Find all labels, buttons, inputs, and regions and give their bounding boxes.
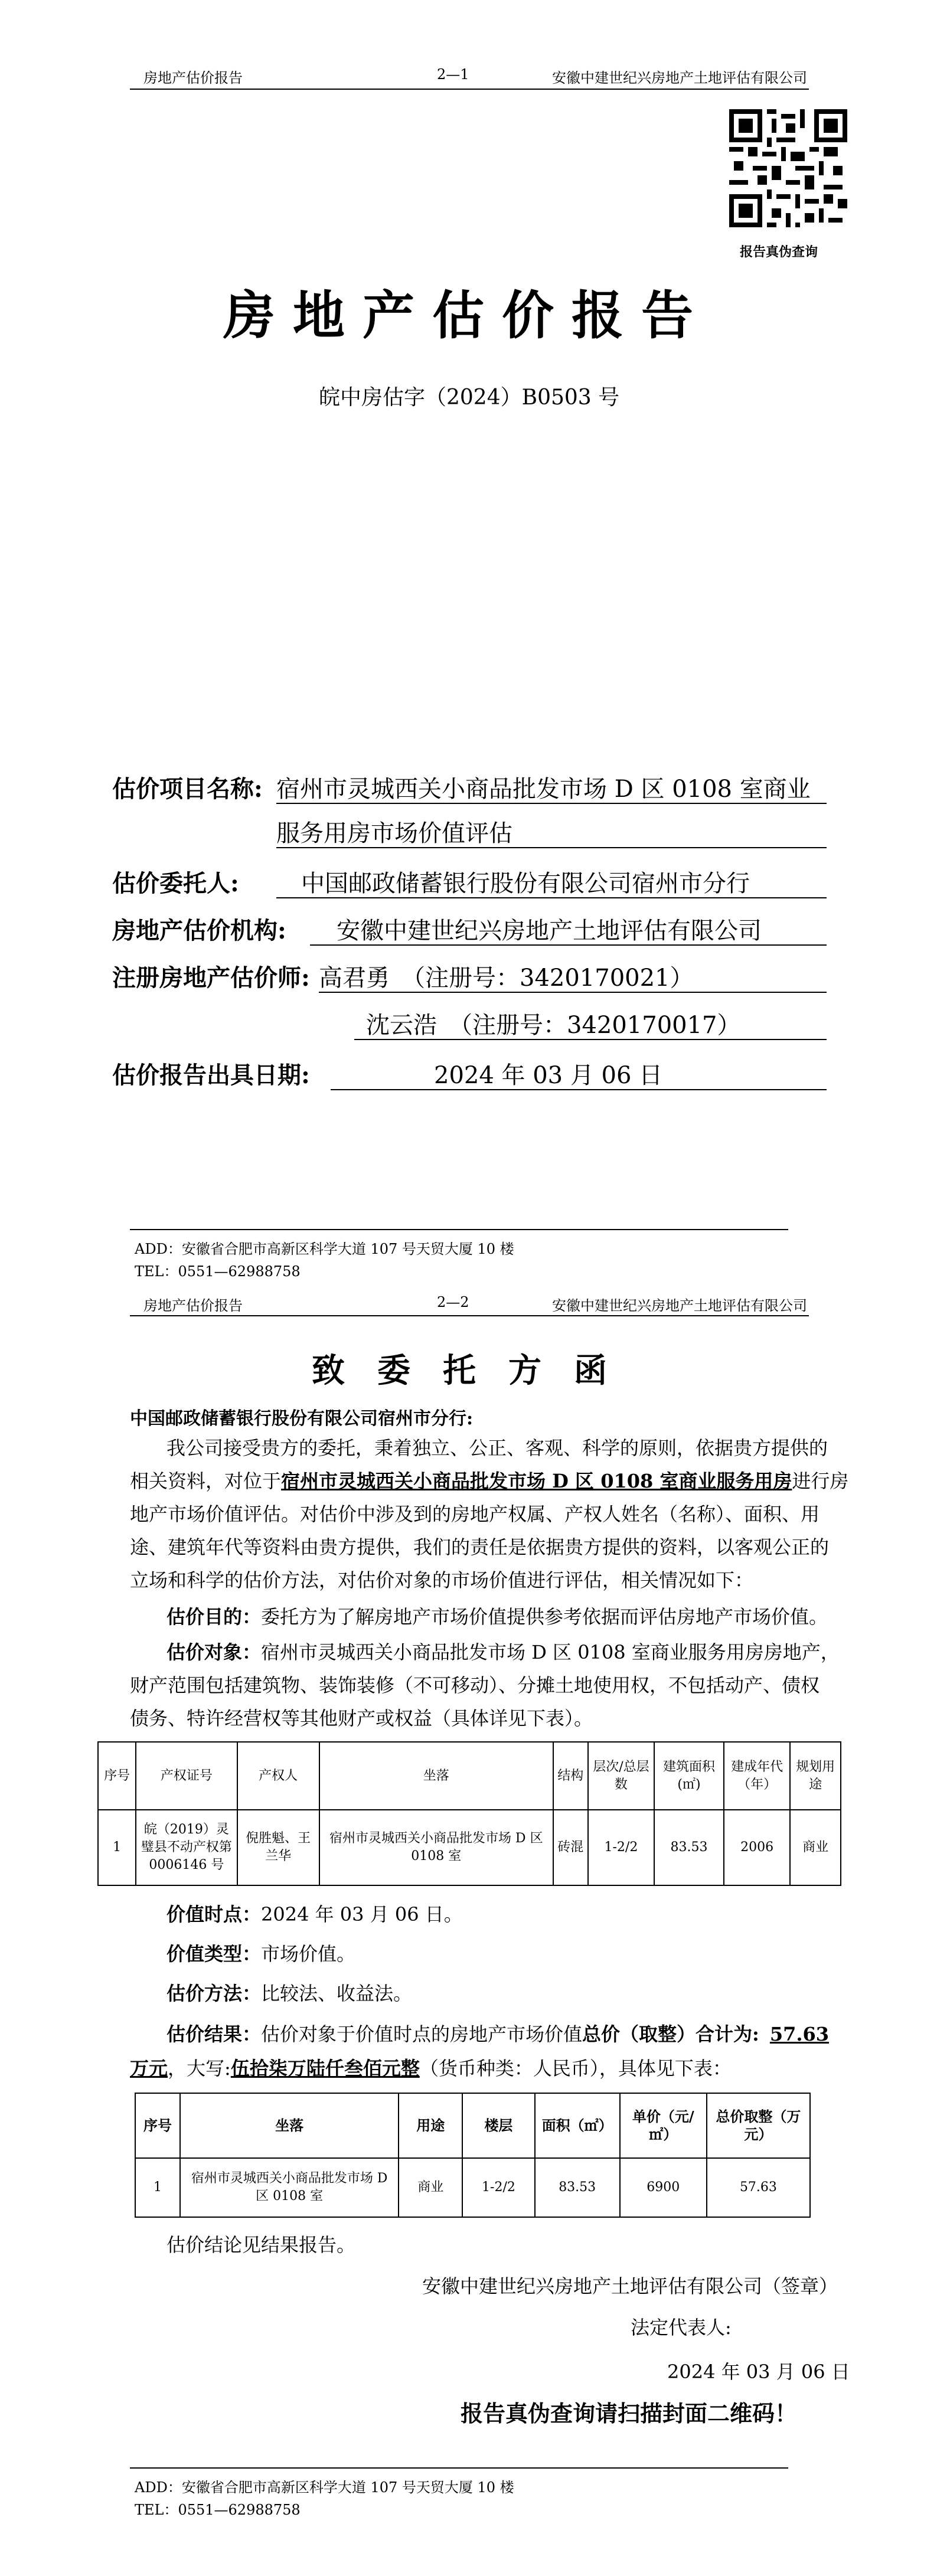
appraiser-2: 沈云浩 （注册号：3420170017） (366, 1012, 741, 1039)
addressee: 中国邮政储蓄银行股份有限公司宿州市分行: (130, 1408, 474, 1429)
header-left: 房地产估价报告 (143, 70, 243, 86)
table-header: 序号 (135, 2093, 180, 2158)
result-amount: 57.63 (769, 2023, 830, 2045)
para1-line1: 我公司接受贵方的委托，秉着独立、公正、客观、科学的原则，依据贵方提供的 (166, 1437, 828, 1459)
result-text: （货币种类：人民币），具体见下表： (419, 2057, 732, 2080)
table-cell: 83.53 (654, 1810, 724, 1885)
underline (331, 1089, 827, 1090)
conclusion: 估价结论见结果报告。 (166, 2234, 356, 2256)
para1-line4: 途、建筑年代等资料由贵方提供，我们的责任是依据贵方提供的资料，以客观公正的 (130, 1536, 830, 1558)
header-page-number: 2—2 (437, 1294, 469, 1310)
table-header-row (98, 1742, 841, 1810)
project-value-line2: 服务用房市场价值评估 (276, 820, 512, 847)
sign-company: 安徽中建世纪兴房地产土地评估有限公司（签章） (422, 2275, 838, 2297)
object-value: 宿州市灵城西关小商品批发市场 D 区 0108 室商业服务用房房地产， (261, 1641, 840, 1663)
footer-rule (130, 1229, 788, 1230)
table-cell: 2006 (724, 1810, 790, 1885)
para1-text: 相关资料，对位于 (130, 1470, 282, 1492)
footer-rule (130, 2467, 788, 2469)
table-cell: 6900 (620, 2158, 707, 2217)
footer-tel: TEL：0551—62988758 (135, 2502, 301, 2518)
para1-text: 进行房 (792, 1470, 849, 1492)
result-amount-capital: 伍拾柒万陆仟叁佰元整 (230, 2057, 420, 2080)
table-header: 用途 (399, 2093, 462, 2158)
object-line2: 财产范围包括建筑物、装饰装修（不可移动）、分摊土地使用权，不包括动产、债权 (130, 1674, 820, 1696)
qr-caption: 报告真伪查询 (740, 244, 818, 260)
report-number: 皖中房估字（2024）B0503 号 (319, 385, 620, 410)
underline (354, 1039, 827, 1040)
agency-value: 安徽中建世纪兴房地产土地评估有限公司 (337, 917, 762, 944)
object-line1 (166, 1636, 840, 1669)
table-header: 楼层 (462, 2093, 535, 2158)
table-header: 总价取整（万元） (707, 2093, 810, 2158)
table-header: 产权证号 (136, 1742, 237, 1810)
method-value: 比较法、收益法。 (261, 1982, 413, 2005)
property-table (97, 1741, 841, 1886)
result-unit: 万元 (130, 2057, 168, 2080)
result-text: ，大写: (168, 2057, 231, 2080)
table-cell: 宿州市灵城西关小商品批发市场 D 区 0108 室 (319, 1810, 553, 1885)
agency-label: 房地产估价机构: (112, 917, 286, 944)
project-label: 估价项目名称: (112, 775, 263, 803)
table-row (98, 1810, 841, 1885)
table-cell: 57.63 (707, 2158, 810, 2217)
table-row (135, 2158, 810, 2217)
underline (276, 803, 827, 804)
table-header: 建成年代（年） (724, 1742, 790, 1810)
appraiser-1: 高君勇 （注册号：3420170021） (319, 965, 694, 992)
qr-code-icon[interactable] (729, 109, 847, 227)
purpose-value: 委托方为了解房地产市场价值提供参考依据而评估房地产市场价值。 (261, 1606, 828, 1628)
table-cell: 1 (135, 2158, 180, 2217)
header-left: 房地产估价报告 (143, 1297, 243, 1314)
footer-tel: TEL：0551—62988758 (135, 1263, 301, 1280)
project-value-line1: 宿州市灵城西关小商品批发市场 D 区 0108 室商业 (276, 776, 811, 803)
header-right: 安徽中建世纪兴房地产土地评估有限公司 (552, 1297, 807, 1314)
value-type-line (166, 1937, 355, 1970)
verify-note: 报告真伪查询请扫描封面二维码！ (461, 2400, 798, 2427)
underline (310, 944, 827, 946)
table-header: 规划用途 (790, 1742, 841, 1810)
client-label: 估价委托人: (112, 869, 239, 897)
object-line3: 债务、特许经营权等其他财产或权益（具体详见下表）。 (130, 1707, 593, 1730)
para1-line3: 地产市场价值评估。对估价中涉及到的房地产权属、产权人姓名（名称）、面积、用 (130, 1503, 820, 1525)
table-cell: 宿州市灵城西关小商品批发市场 D 区 0108 室 (180, 2158, 399, 2217)
table-cell: 83.53 (535, 2158, 620, 2217)
result-text: 估价对象于价值时点的房地产市场价值 (261, 2023, 583, 2045)
sign-representative: 法定代表人: (631, 2316, 732, 2339)
table-header: 单价（元/㎡） (620, 2093, 707, 2158)
table-header: 面积（㎡） (535, 2093, 620, 2158)
table-header: 层次/总层数 (588, 1742, 654, 1810)
letter-title: 致委托方函 (312, 1351, 639, 1390)
table-header: 坐落 (180, 2093, 399, 2158)
sign-date: 2024 年 03 月 06 日 (667, 2361, 850, 2383)
table-header-row (135, 2093, 810, 2158)
value-time-value: 2024 年 03 月 06 日。 (261, 1903, 463, 1926)
header-rule (130, 89, 809, 90)
appraiser-label: 注册房地产估价师: (112, 964, 310, 992)
page-title: 房地产估价报告 (223, 285, 711, 346)
result-line2 (130, 2052, 732, 2085)
method-line (166, 1977, 412, 2010)
value-type-label: 价值类型： (166, 1943, 262, 1965)
para1-line2 (130, 1464, 848, 1498)
purpose-label: 估价目的： (166, 1606, 262, 1628)
table-cell: 商业 (790, 1810, 841, 1885)
header-rule (130, 1315, 809, 1316)
table-header: 结构 (553, 1742, 588, 1810)
table-cell: 1 (98, 1810, 136, 1885)
date-label: 估价报告出具日期: (112, 1061, 310, 1089)
valuation-table (135, 2093, 811, 2218)
table-cell: 皖（2019）灵璧县不动产权第 0006146 号 (136, 1810, 237, 1885)
value-time-label: 价值时点： (166, 1903, 262, 1926)
table-cell: 1-2/2 (588, 1810, 654, 1885)
table-header: 坐落 (319, 1742, 553, 1810)
object-label: 估价对象： (166, 1641, 262, 1663)
table-header: 序号 (98, 1742, 136, 1810)
property-location: 宿州市灵城西关小商品批发市场 D 区 0108 室商业服务用房 (281, 1470, 792, 1492)
value-time-line (166, 1898, 463, 1931)
underline (276, 847, 827, 848)
table-cell: 倪胜魁、王兰华 (237, 1810, 319, 1885)
footer-address: ADD：安徽省合肥市高新区科学大道 107 号天贸大厦 10 楼 (135, 2479, 514, 2496)
purpose-line (166, 1600, 828, 1633)
table-cell: 1-2/2 (462, 2158, 535, 2217)
value-type-value: 市场价值。 (261, 1943, 356, 1965)
result-label: 估价结果： (166, 2023, 262, 2045)
table-header: 建筑面积(㎡) (654, 1742, 724, 1810)
client-value: 中国邮政储蓄银行股份有限公司宿州市分行 (301, 870, 750, 897)
result-total-label: 总价（取整）合计为: (582, 2023, 759, 2045)
header-page-number: 2—1 (437, 66, 469, 83)
para1-line5: 立场和科学的估价方法，对估价对象的市场价值进行评估，相关情况如下： (130, 1569, 754, 1591)
table-cell: 砖混 (553, 1810, 588, 1885)
underline (319, 992, 827, 993)
result-line1 (166, 2018, 829, 2051)
table-cell: 商业 (399, 2158, 462, 2217)
date-value: 2024 年 03 月 06 日 (434, 1062, 663, 1089)
header-right: 安徽中建世纪兴房地产土地评估有限公司 (552, 70, 807, 86)
underline (276, 897, 827, 898)
table-header: 产权人 (237, 1742, 319, 1810)
footer-address: ADD：安徽省合肥市高新区科学大道 107 号天贸大厦 10 楼 (135, 1241, 514, 1257)
method-label: 估价方法： (166, 1982, 262, 2005)
